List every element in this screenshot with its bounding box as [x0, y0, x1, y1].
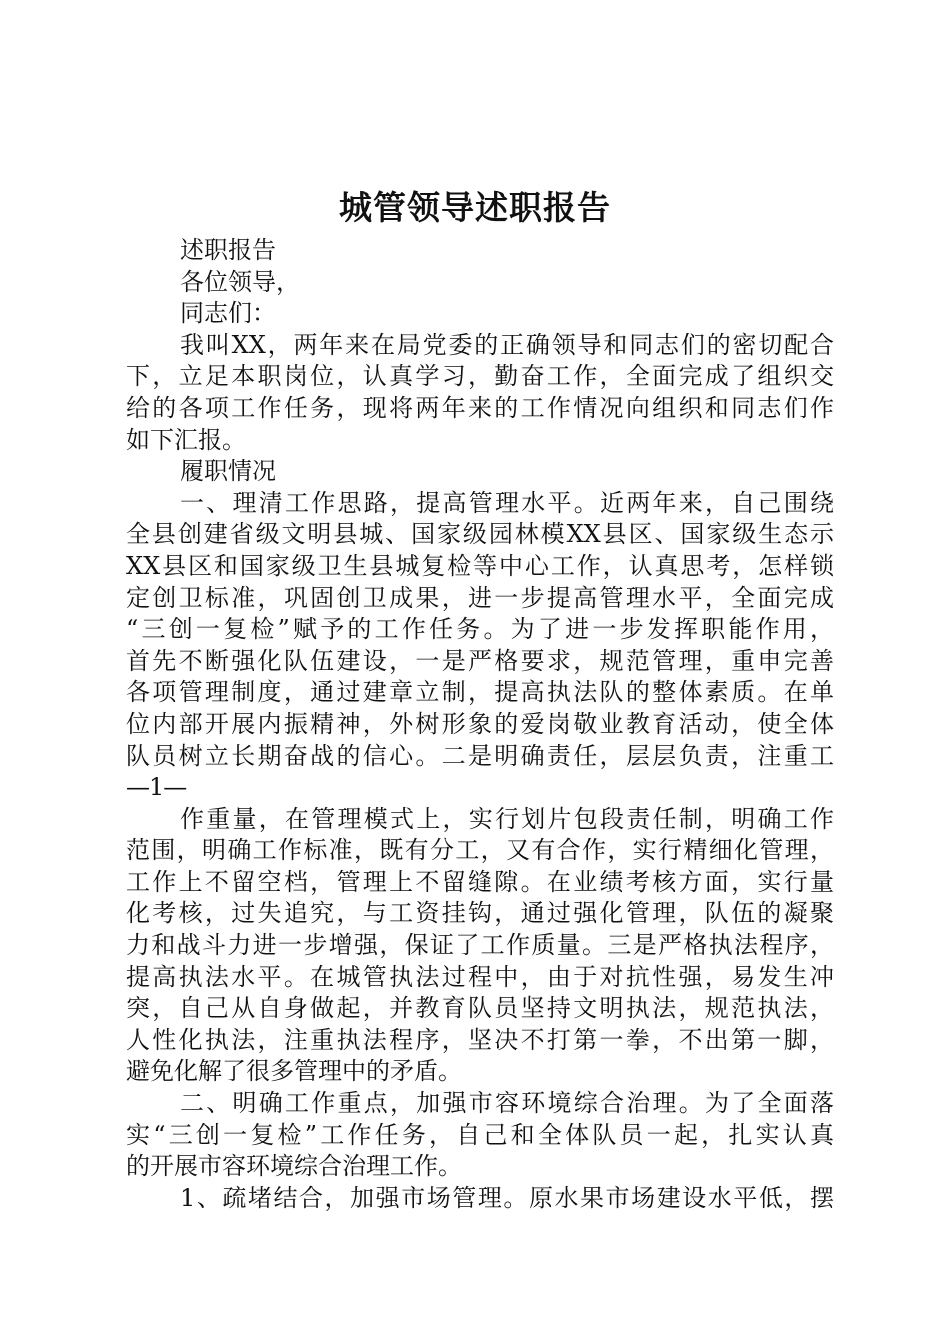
document-title: 城管领导述职报告	[339, 188, 611, 227]
text-line: 履职情况	[180, 457, 276, 486]
text-line: 各项管理制度，通过建章立制，提高执法队的整体素质。在单	[126, 678, 834, 707]
text-line: 1、疏堵结合，加强市场管理。原水果市场建设水平低，摆	[180, 1183, 834, 1212]
text-line: 各位领导，	[180, 267, 300, 296]
text-line: 提高执法水平。在城管执法过程中，由于对抗性强，易发生冲	[126, 962, 834, 991]
text-line: 实“三创一复检”工作任务，自己和全体队员一起，扎实认真	[126, 1120, 834, 1149]
text-line: 首先不断强化队伍建设，一是严格要求，规范管理，重申完善	[126, 646, 834, 675]
text-line: 力和战斗力进一步增强，保证了工作质量。三是严格执法程序，	[126, 931, 834, 960]
text-line: “三创一复检”赋予的工作任务。为了进一步发挥职能作用，	[126, 615, 834, 644]
text-line: 定创卫标准，巩固创卫成果，进一步提高管理水平，全面完成	[126, 583, 834, 612]
text-line: XX县区和国家级卫生县城复检等中心工作，认真思考，怎样锁	[126, 551, 834, 580]
text-line: 如下汇报。	[126, 425, 246, 454]
text-line: 化考核，过失追究，与工资挂钩，通过强化管理，队伍的凝聚	[126, 899, 834, 928]
text-line: 工作上不留空档，管理上不留缝隙。在业绩考核方面，实行量	[126, 867, 834, 896]
text-line: 述职报告	[180, 236, 276, 264]
text-line: 的开展市容环境综合治理工作。	[126, 1152, 462, 1181]
text-line: 下，立足本职岗位，认真学习，勤奋工作，全面完成了组织交	[126, 362, 834, 391]
text-line: 突，自己从自身做起，并教育队员坚持文明执法，规范执法，	[126, 994, 834, 1023]
text-line: 二、明确工作重点，加强市容环境综合治理。为了全面落	[180, 1089, 834, 1118]
text-line: 给的各项工作任务，现将两年来的工作情况向组织和同志们作	[126, 393, 834, 422]
text-line: 全县创建省级文明县城、国家级园林模XX县区、国家级生态示	[126, 520, 834, 549]
text-line: 人性化执法，注重执法程序，坚决不打第一拳，不出第一脚，	[126, 1025, 834, 1054]
text-line: 避免化解了很多管理中的矛盾。	[126, 1057, 462, 1086]
document-body	[126, 235, 834, 1214]
page-number: —1—	[126, 773, 187, 802]
text-line: 位内部开展内振精神，外树形象的爱岗敬业教育活动，使全体	[126, 709, 834, 738]
text-line: 队员树立长期奋战的信心。二是明确责任，层层负责，注重工	[126, 741, 834, 770]
text-line: 作重量，在管理模式上，实行划片包段责任制，明确工作	[180, 804, 834, 833]
text-line: 同志们：	[180, 299, 276, 328]
text-line: 范围，明确工作标准，既有分工，又有合作，实行精细化管理，	[126, 836, 834, 865]
text-line: 我叫XX，两年来在局党委的正确领导和同志们的密切配合	[180, 330, 834, 359]
text-line: 一、理清工作思路，提高管理水平。近两年来，自己围绕	[180, 488, 834, 517]
